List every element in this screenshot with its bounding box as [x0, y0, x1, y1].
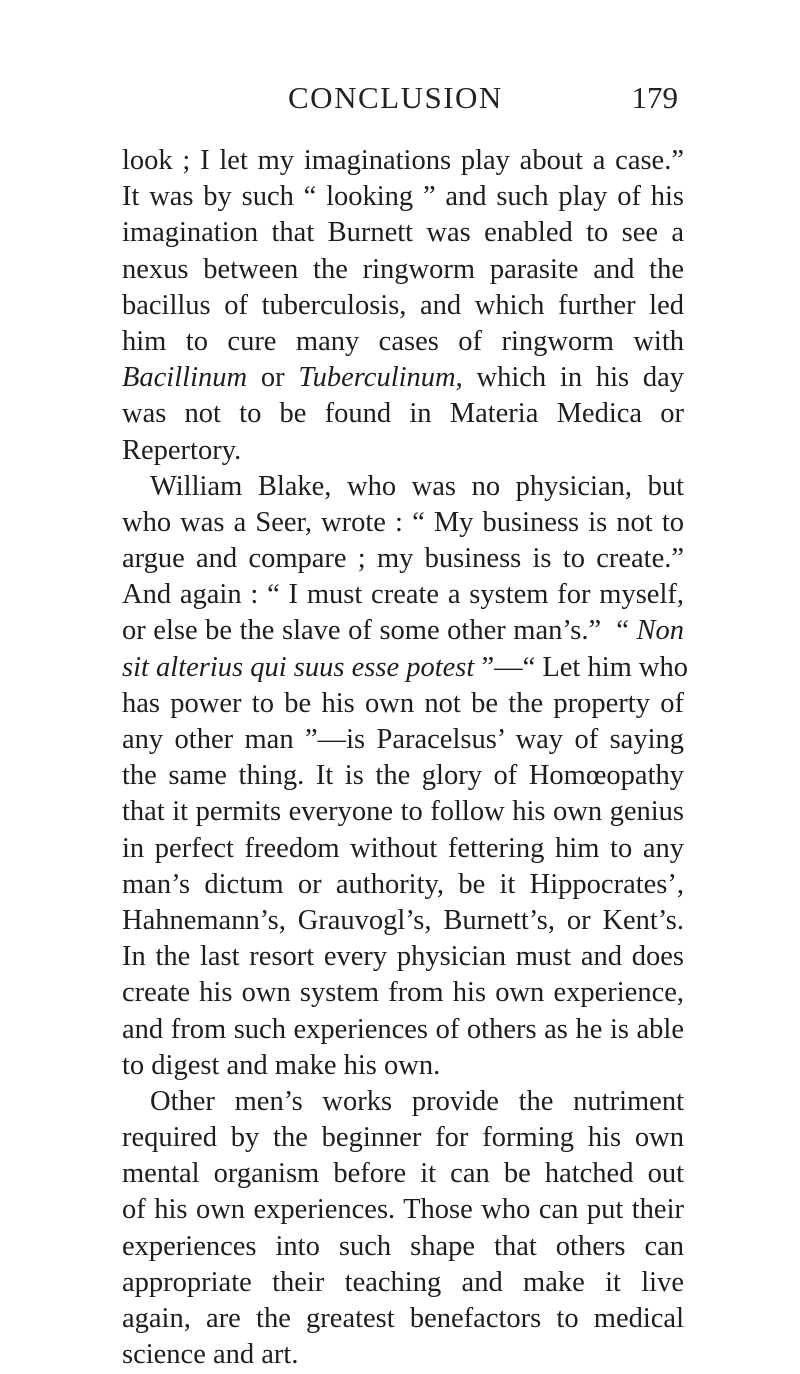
text-line: to digest and make his own. — [122, 1049, 441, 1081]
text-line: experiences into such shape that others can — [122, 1230, 684, 1262]
text-line: Other men’s works provide the nutriment — [150, 1085, 684, 1117]
text-line: of his own experiences. Those who can put their — [122, 1194, 684, 1226]
text-line: that it permits everyone to follow his own genius — [122, 796, 684, 828]
text-line: In the last resort every physician must and does — [122, 941, 684, 973]
text-line: in perfect freedom without fettering him to any — [122, 832, 684, 864]
text-line: It was by such “ looking ” and such play of his — [122, 181, 684, 213]
text-line: appropriate their teaching and make it live — [122, 1266, 684, 1298]
text-line: William Blake, who was no physician, but — [150, 470, 684, 502]
text-line: mental organism before it can be hatched out — [122, 1158, 684, 1190]
text-line: science and art. — [122, 1339, 299, 1371]
text-line: create his own system from his own experience, — [122, 977, 684, 1009]
text-line: Bacillinum or Tuberculinum, which in his day — [122, 362, 684, 394]
text-line: has power to be his own not be the property of — [122, 687, 684, 719]
text-line: look ; I let my imaginations play about a case.” — [122, 145, 684, 176]
chapter-title: CONCLUSION — [288, 80, 503, 115]
text-line: or else be the slave of some other man’s.” “ Non — [122, 615, 684, 647]
text-line: imagination that Burnett was enabled to see a — [122, 217, 684, 249]
running-head — [0, 80, 800, 120]
text-line: Hahnemann’s, Grauvogl’s, Burnett’s, or Kent’s. — [122, 904, 684, 936]
page-number: 179 — [631, 80, 678, 115]
text-line: and from such experiences of others as he is able — [122, 1013, 684, 1045]
text-line: And again : “ I must create a system for myself, — [122, 579, 684, 611]
text-line: him to cure many cases of ringworm with — [122, 325, 684, 357]
text-line: the same thing. It is the glory of Homœopathy — [122, 760, 684, 792]
text-line: bacillus of tuberculosis, and which further led — [122, 289, 684, 321]
text-line: Repertory. — [122, 434, 242, 466]
text-line: sit alterius qui suus esse potest ”—“ Let him who — [122, 651, 689, 683]
text-line: man’s dictum or authority, be it Hippocrates’, — [122, 868, 684, 900]
body-text — [122, 143, 689, 1373]
text-line: was not to be found in Materia Medica or — [122, 398, 684, 430]
text-line: again, are the greatest benefactors to medical — [122, 1303, 684, 1334]
text-line: argue and compare ; my business is to create.” — [122, 543, 684, 575]
text-line: required by the beginner for forming his own — [122, 1122, 684, 1154]
text-line: any other man ”—is Paracelsus’ way of saying — [122, 724, 684, 755]
text-line: who was a Seer, wrote : “ My business is not to — [122, 506, 684, 538]
text-line: nexus between the ringworm parasite and the — [122, 253, 684, 285]
